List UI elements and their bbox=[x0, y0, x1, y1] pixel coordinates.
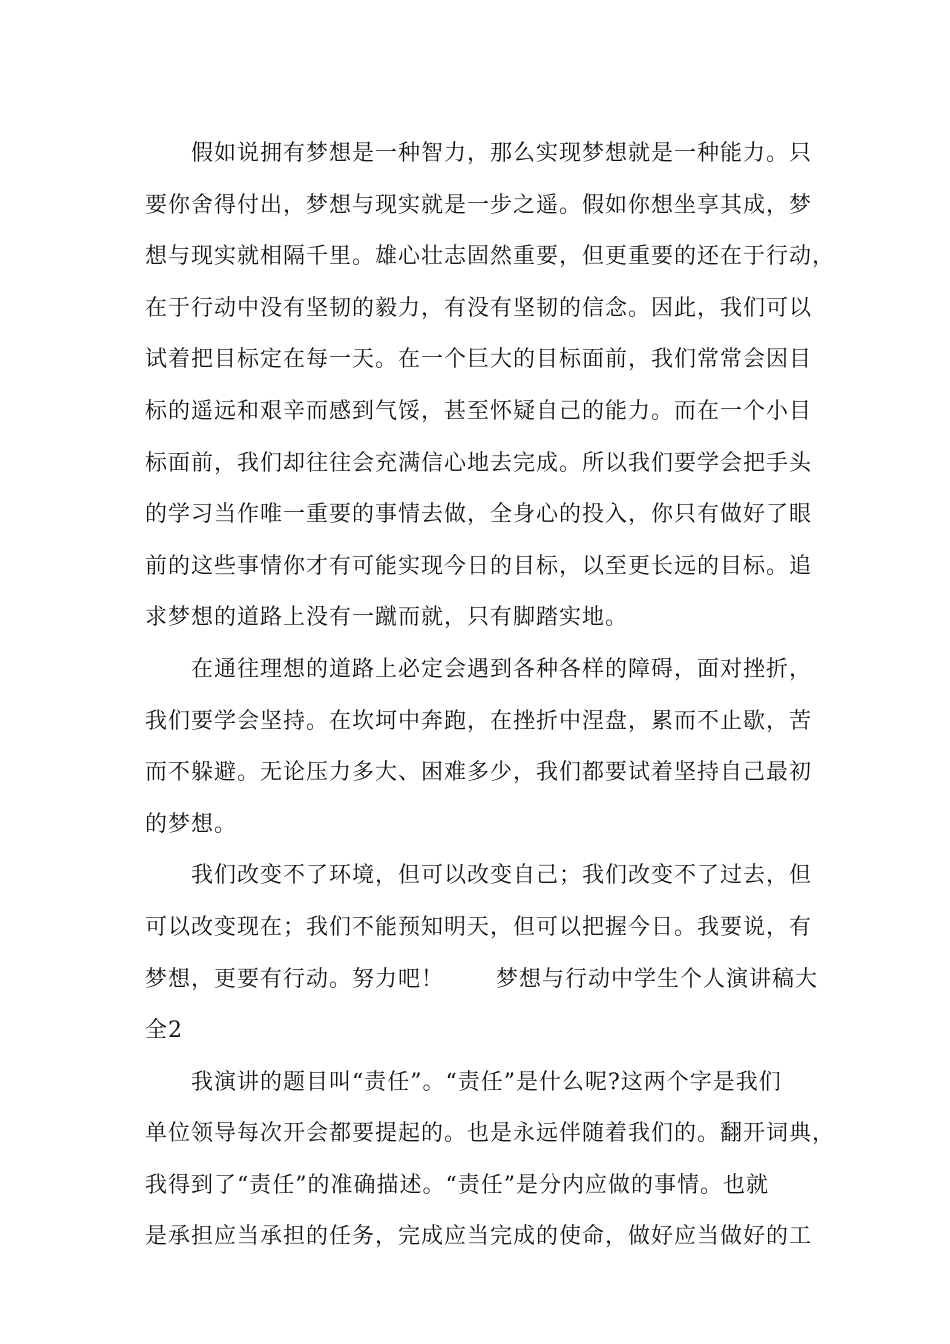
paragraph-line: 标面前，我们却往往会充满信心地去完成。所以我们要学会把手头 bbox=[145, 450, 813, 476]
paragraph-line: 在于行动中没有坚韧的毅力，有没有坚韧的信念。因此，我们可以 bbox=[145, 295, 813, 321]
paragraph-line: 我得到了“责任”的准确描述。“责任”是分内应做的事情。也就 bbox=[145, 1172, 769, 1198]
document-body bbox=[145, 128, 836, 1263]
paragraph-line: 是承担应当承担的任务，完成应当完成的使命，做好应当做好的工 bbox=[145, 1224, 813, 1250]
paragraph-line: 想与现实就相隔千里。雄心壮志固然重要，但更重要的还在于行动， bbox=[145, 244, 836, 270]
inline-heading-continuation: 全2 bbox=[145, 1018, 183, 1044]
paragraph-line: 的梦想。 bbox=[145, 811, 238, 837]
paragraph-line: 而不躲避。无论压力多大、困难多少，我们都要试着坚持自己最初 bbox=[145, 760, 813, 786]
paragraph-line: 的学习当作唯一重要的事情去做，全身心的投入，你只有做好了眼 bbox=[145, 502, 813, 528]
paragraph-line: 在通往理想的道路上必定会遇到各种各样的障碍，面对挫折， bbox=[191, 656, 813, 682]
paragraph-line: 我们要学会坚持。在坎坷中奔跑，在挫折中涅盘，累而不止歇，苦 bbox=[145, 708, 813, 734]
inline-heading: 梦想与行动中学生个人演讲稿大 bbox=[496, 966, 819, 992]
paragraph-line: 可以改变现在；我们不能预知明天，但可以把握今日。我要说，有 bbox=[145, 914, 813, 940]
paragraph-line: 要你舍得付出，梦想与现实就是一步之遥。假如你想坐享其成，梦 bbox=[145, 192, 813, 218]
paragraph-line: 假如说拥有梦想是一种智力，那么实现梦想就是一种能力。只 bbox=[191, 141, 813, 166]
paragraph-line: 标的遥远和艰辛而感到气馁，甚至怀疑自己的能力。而在一个小目 bbox=[145, 398, 813, 424]
paragraph-line: 单位领导每次开会都要提起的。也是永远伴随着我们的。翻开词典， bbox=[145, 1121, 836, 1147]
paragraph-line: 求梦想的道路上没有一蹴而就，只有脚踏实地。 bbox=[145, 605, 629, 631]
paragraph-line: 我们改变不了环境，但可以改变自己；我们改变不了过去，但 bbox=[191, 863, 813, 889]
paragraph-line: 梦想，更要有行动。努力吧！ bbox=[145, 966, 445, 992]
paragraph-line: 试着把目标定在每一天。在一个巨大的目标面前，我们常常会因目 bbox=[145, 347, 813, 373]
paragraph-line: 前的这些事情你才有可能实现今日的目标，以至更长远的目标。追 bbox=[145, 553, 813, 579]
paragraph-line-with-heading bbox=[145, 954, 825, 1006]
paragraph-line: 我演讲的题目叫“责任”。“责任”是什么呢?这两个字是我们 bbox=[191, 1069, 782, 1095]
